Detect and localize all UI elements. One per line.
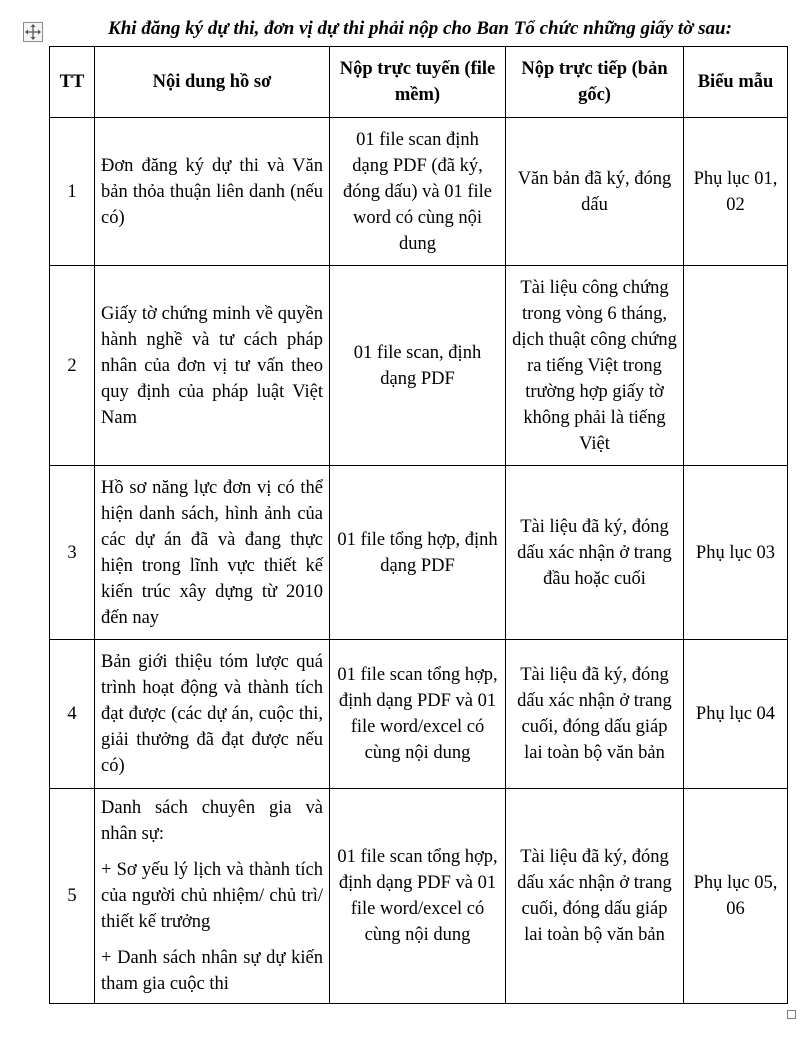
header-online: Nộp trực tuyến (file mềm)	[330, 47, 506, 118]
submission-documents-table	[49, 46, 788, 1004]
content-paragraph: Hồ sơ năng lực đơn vị có thể hiện danh sách, hình ảnh của các dự án đã và đang thực hiện trong lĩnh vực thiết kế kiến trúc xây dựng từ 2010 đến nay	[101, 477, 323, 628]
cell-online: 01 file tổng hợp, định dạng PDF	[330, 466, 506, 640]
cell-online: 01 file scan, định dạng PDF	[330, 266, 506, 466]
cell-tt: 1	[50, 118, 95, 266]
content-paragraph: Danh sách chuyên gia và nhân sự:	[101, 798, 323, 844]
table-move-handle-icon[interactable]	[23, 22, 43, 42]
cell-tt: 2	[50, 266, 95, 466]
content-paragraph: Đơn đăng ký dự thi và Văn bản thỏa thuận liên danh (nếu có)	[101, 155, 323, 228]
cell-form: Phụ lục 03	[684, 466, 788, 640]
cell-online: 01 file scan định dạng PDF (đã ký, đóng dấu) và 01 file word có cùng nội dung	[330, 118, 506, 266]
table-row	[50, 789, 788, 1004]
cell-content	[95, 789, 330, 1004]
header-content: Nội dung hồ sơ	[95, 47, 330, 118]
cell-content	[95, 640, 330, 789]
cell-direct: Tài liệu đã ký, đóng dấu xác nhận ở trang cuối, đóng dấu giáp lai toàn bộ văn bản	[506, 789, 684, 1004]
cell-content	[95, 266, 330, 466]
cell-direct: Tài liệu đã ký, đóng dấu xác nhận ở trang đầu hoặc cuối	[506, 466, 684, 640]
table-row	[50, 266, 788, 466]
cell-direct: Tài liệu đã ký, đóng dấu xác nhận ở trang cuối, đóng dấu giáp lai toàn bộ văn bản	[506, 640, 684, 789]
cell-content	[95, 118, 330, 266]
content-paragraph: Giấy tờ chứng minh về quyền hành nghề và tư cách pháp nhân của đơn vị tư vấn theo quy định của pháp luật Việt Nam	[101, 303, 323, 428]
table-row	[50, 640, 788, 789]
cell-tt: 4	[50, 640, 95, 789]
cell-online: 01 file scan tổng hợp, định dạng PDF và 01 file word/excel có cùng nội dung	[330, 789, 506, 1004]
document-heading: Khi đăng ký dự thi, đơn vị dự thi phải nộp cho Ban Tổ chức những giấy tờ sau:	[108, 18, 732, 39]
table-row	[50, 118, 788, 266]
table-resize-handle-icon[interactable]	[787, 1010, 796, 1019]
cell-tt: 5	[50, 789, 95, 1004]
cell-form	[684, 266, 788, 466]
cell-tt: 3	[50, 466, 95, 640]
cell-form: Phụ lục 05, 06	[684, 789, 788, 1004]
header-tt: TT	[50, 47, 95, 118]
table-header-row	[50, 47, 788, 118]
header-direct: Nộp trực tiếp (bản gốc)	[506, 47, 684, 118]
cell-form: Phụ lục 01, 02	[684, 118, 788, 266]
header-form: Biểu mẫu	[684, 47, 788, 118]
content-paragraph: + Danh sách nhân sự dự kiến tham gia cuộc thi	[101, 948, 323, 994]
cell-online: 01 file scan tổng hợp, định dạng PDF và 01 file word/excel có cùng nội dung	[330, 640, 506, 789]
content-paragraph: Bản giới thiệu tóm lược quá trình hoạt động và thành tích đạt được (các dự án, cuộc thi, giải thưởng đã đạt được nếu có)	[101, 652, 323, 776]
cell-form: Phụ lục 04	[684, 640, 788, 789]
table-row	[50, 466, 788, 640]
cell-content	[95, 466, 330, 640]
cell-direct: Văn bản đã ký, đóng dấu	[506, 118, 684, 266]
cell-direct: Tài liệu công chứng trong vòng 6 tháng, dịch thuật công chứng ra tiếng Việt trong trường hợp giấy tờ không phải là tiếng Việt	[506, 266, 684, 466]
content-paragraph: + Sơ yếu lý lịch và thành tích của người chủ nhiệm/ chủ trì/ thiết kế trưởng	[101, 860, 323, 932]
